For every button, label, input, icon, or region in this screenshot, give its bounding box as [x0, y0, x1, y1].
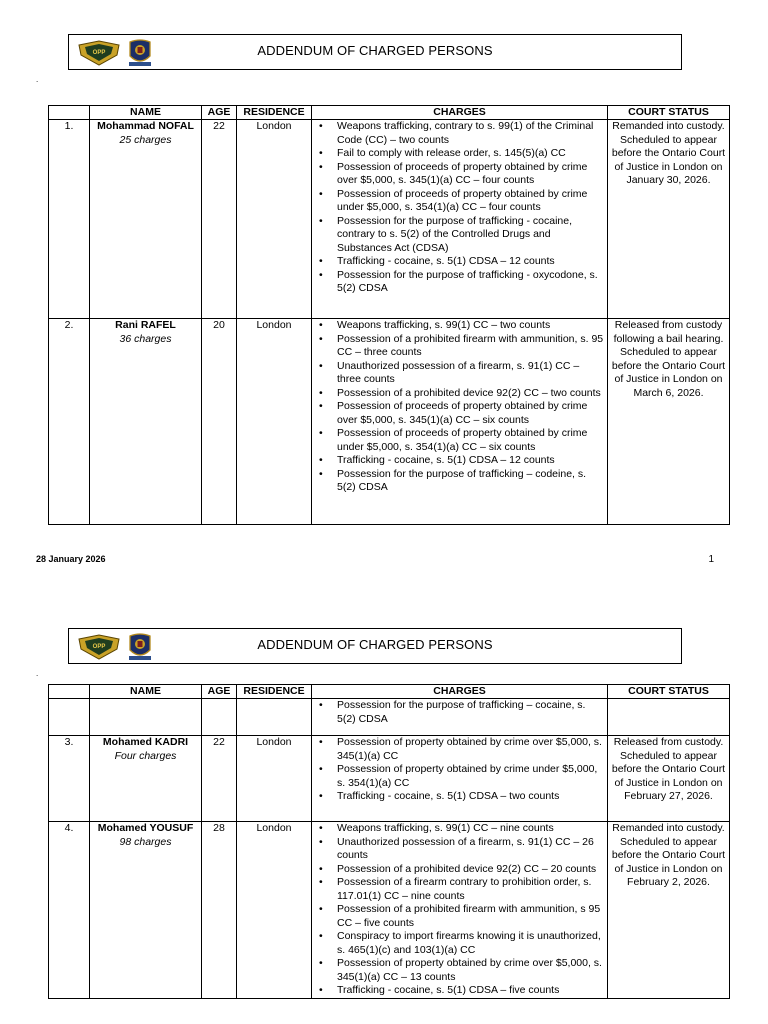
footer-date: 28 January 2026 — [36, 554, 106, 564]
charge-item: • Possession of a prohibited device 92(2) CC – two counts — [314, 387, 605, 401]
person-cell — [90, 736, 202, 822]
charge-list — [314, 736, 605, 804]
charged-persons-table — [48, 105, 730, 525]
age-cell: 20 — [202, 319, 237, 525]
charge-item: • Conspiracy to import firearms knowing it is unauthorized, s. 465(1)(c) and 103(1)(a) CC — [314, 930, 605, 957]
table-row — [49, 736, 730, 822]
table-row-continued — [49, 699, 730, 736]
row-number: 3. — [49, 736, 90, 822]
margin-mark: . — [36, 669, 39, 678]
page1-header — [68, 34, 682, 70]
page-number: 1 — [708, 554, 714, 565]
charge-list — [314, 822, 605, 998]
charge-list — [314, 319, 605, 495]
column-header-number — [49, 685, 90, 699]
row-number: 4. — [49, 822, 90, 999]
column-header-residence: RESIDENCE — [237, 685, 312, 699]
charge-item: • Possession of a firearm contrary to prohibition order, s. 117.01(1) CC – nine counts — [314, 876, 605, 903]
charge-item: • Possession of a prohibited firearm with ammunition, s 95 CC – five counts — [314, 903, 605, 930]
charge-item: • Possession of property obtained by crime over $5,000, s. 345(1)(a) CC – 13 counts — [314, 957, 605, 984]
column-header-age: AGE — [202, 685, 237, 699]
column-header-name: NAME — [90, 106, 202, 120]
column-header-name: NAME — [90, 685, 202, 699]
charge-item: • Trafficking - cocaine, s. 5(1) CDSA – two counts — [314, 790, 605, 804]
charge-item: • Possession of property obtained by crime over $5,000, s. 345(1)(a) CC — [314, 736, 605, 763]
charge-item: • Possession of a prohibited firearm with ammunition, s. 95 CC – three counts — [314, 333, 605, 360]
charge-item: • Weapons trafficking, s. 99(1) CC – nine counts — [314, 822, 605, 836]
table-header — [49, 106, 730, 120]
table-row — [49, 319, 730, 525]
column-header-court-status: COURT STATUS — [608, 685, 730, 699]
column-header-number — [49, 106, 90, 120]
person-name: Mohammad NOFAL — [97, 120, 194, 132]
page-title: ADDENDUM OF CHARGED PERSONS — [257, 637, 493, 652]
residence-cell: London — [237, 120, 312, 319]
charge-item: • Fail to comply with release order, s. 145(5)(a) CC — [314, 147, 605, 161]
charge-item: • Possession of proceeds of property obtained by crime under $5,000, s. 354(1)(a) CC – four counts — [314, 188, 605, 215]
person-name: Mohamed YOUSUF — [97, 822, 194, 834]
residence-cell: London — [237, 736, 312, 822]
age-cell: 28 — [202, 822, 237, 999]
person-cell — [90, 822, 202, 999]
charges-cell — [312, 822, 608, 999]
charge-count: 36 charges — [119, 332, 172, 345]
column-header-age: AGE — [202, 106, 237, 120]
charged-persons-table — [48, 684, 730, 999]
charge-item: • Possession of a prohibited device 92(2) CC – 20 counts — [314, 863, 605, 877]
court-status-cell: Remanded into custody. Scheduled to appear before the Ontario Court of Justice in London on February 2, 2026. — [608, 822, 730, 999]
charge-item: • Possession for the purpose of trafficking – codeine, s. 5(2) CDSA — [314, 468, 605, 495]
charge-item: • Trafficking - cocaine, s. 5(1) CDSA – five counts — [314, 984, 605, 998]
court-status-cell: Released from custody following a bail hearing. Scheduled to appear before the Ontario Court of Justice in London on March 6, 2026. — [608, 319, 730, 525]
table-row — [49, 120, 730, 319]
page-footer — [36, 553, 716, 567]
svg-text:OPP: OPP — [92, 50, 106, 56]
row-number: 2. — [49, 319, 90, 525]
column-header-residence: RESIDENCE — [237, 106, 312, 120]
person-name: Rani RAFEL — [115, 319, 176, 331]
charge-count: 25 charges — [119, 133, 172, 146]
charge-count: 98 charges — [119, 835, 172, 848]
charge-list — [314, 120, 605, 296]
residence-cell: London — [237, 822, 312, 999]
page-title: ADDENDUM OF CHARGED PERSONS — [257, 43, 493, 58]
margin-mark: . — [36, 75, 39, 84]
charge-item: • Unauthorized possession of a firearm, s. 91(1) CC – 26 counts — [314, 836, 605, 863]
charge-item: • Possession for the purpose of trafficking – cocaine, s. 5(2) CDSA — [314, 699, 605, 726]
charges-cell — [312, 699, 608, 736]
charge-item: • Trafficking - cocaine, s. 5(1) CDSA – 12 counts — [314, 454, 605, 468]
charge-item: • Possession of proceeds of property obtained by crime over $5,000, s. 345(1)(a) CC – four counts — [314, 161, 605, 188]
charges-cell — [312, 120, 608, 319]
charge-item: • Possession for the purpose of trafficking - cocaine, contrary to s. 5(2) of the Controlled Drugs and Substances Act (CDSA) — [314, 215, 605, 256]
page-separator — [0, 575, 768, 597]
row-number: 1. — [49, 120, 90, 319]
page2-header — [68, 628, 682, 664]
charges-cell — [312, 736, 608, 822]
age-cell: 22 — [202, 736, 237, 822]
charges-cell — [312, 319, 608, 525]
charge-item: • Weapons trafficking, s. 99(1) CC – two counts — [314, 319, 605, 333]
person-cell — [90, 319, 202, 525]
column-header-charges: CHARGES — [312, 106, 608, 120]
table-header — [49, 685, 730, 699]
column-header-charges: CHARGES — [312, 685, 608, 699]
residence-cell: London — [237, 319, 312, 525]
charge-count: Four charges — [114, 749, 177, 762]
charge-list — [314, 699, 605, 726]
court-status-cell: Remanded into custody. Scheduled to appear before the Ontario Court of Justice in London on January 30, 2026. — [608, 120, 730, 319]
charge-item: • Possession for the purpose of trafficking - oxycodone, s. 5(2) CDSA — [314, 269, 605, 296]
age-cell: 22 — [202, 120, 237, 319]
charge-item: • Possession of property obtained by crime under $5,000, s. 354(1)(a) CC — [314, 763, 605, 790]
table-row — [49, 822, 730, 999]
charge-item: • Trafficking - cocaine, s. 5(1) CDSA – 12 counts — [314, 255, 605, 269]
court-status-cell: Released from custody. Scheduled to appear before the Ontario Court of Justice in London on February 27, 2026. — [608, 736, 730, 822]
person-name: Mohamed KADRI — [102, 736, 189, 748]
svg-text:OPP: OPP — [92, 644, 106, 650]
charge-item: • Possession of proceeds of property obtained by crime over $5,000, s. 345(1)(a) CC – six counts — [314, 400, 605, 427]
charge-item: • Unauthorized possession of a firearm, s. 91(1) CC – three counts — [314, 360, 605, 387]
charge-item: • Possession of proceeds of property obtained by crime under $5,000, s. 354(1)(a) CC – six counts — [314, 427, 605, 454]
column-header-court-status: COURT STATUS — [608, 106, 730, 120]
charge-item: • Weapons trafficking, contrary to s. 99(1) of the Criminal Code (CC) – two counts — [314, 120, 605, 147]
person-cell — [90, 120, 202, 319]
